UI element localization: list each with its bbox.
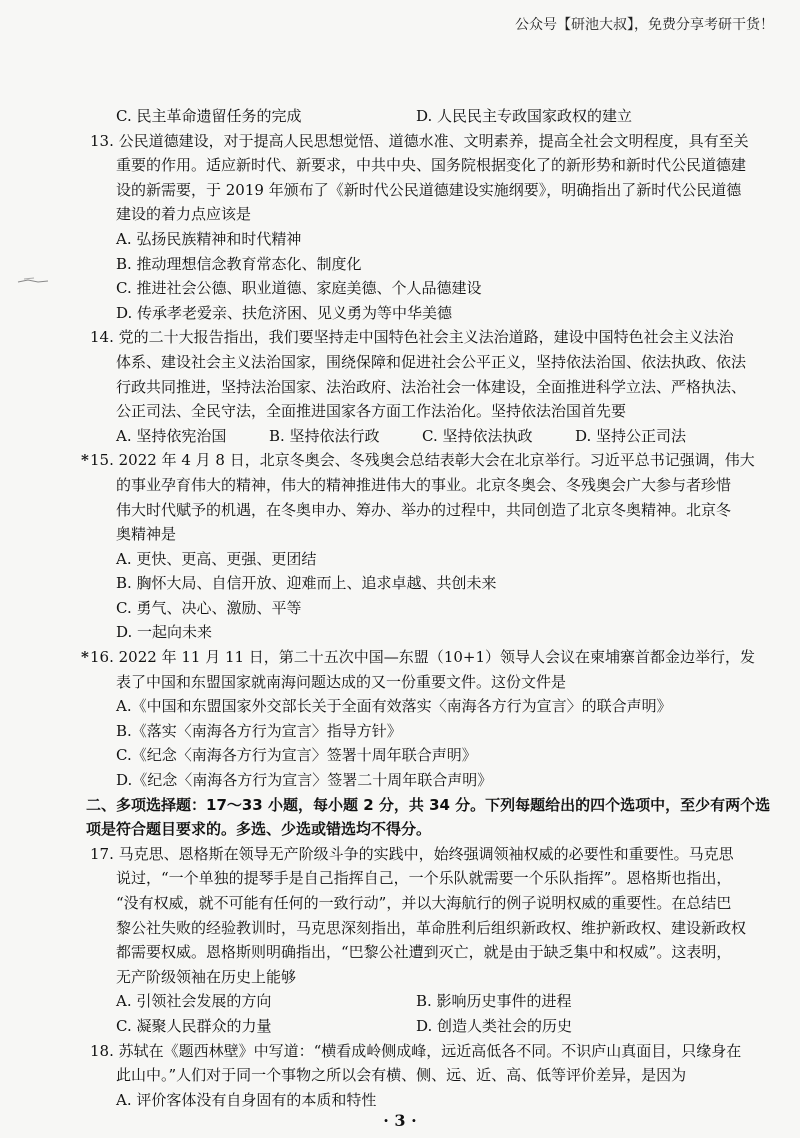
option-b: B. 坚持依法行政 [269,426,380,445]
option-c: C. 勇气、决心、激励、平等 [116,598,302,617]
option-d: D. 传承孝老爱亲、扶危济困、见义勇为等中华美德 [116,303,453,322]
question-12-options [90,104,780,129]
question-17-options-row [90,989,780,1014]
question-stem: 14. 党的二十大报告指出，我们要坚持走中国特色社会主义法治道路，建设中国特色社会主义法治 [90,328,734,347]
question-stem: 的事业孕育伟大的精神，伟大的精神推进伟大的事业。北京冬奥会、冬残奥会广大参与者珍惜 [116,475,732,494]
option-b: B.《落实〈南海各方行为宣言〉指导方针》 [116,721,402,740]
option-b: B. 影响历史事件的进程 [416,992,572,1011]
question-stem: 公正司法、全民守法，全面推进国家各方面工作法治化。坚持依法治国首先要 [116,402,627,421]
question-stem: 表了中国和东盟国家就南海问题达成的又一份重要文件。这份文件是 [116,672,567,691]
option-a: A. 引领社会发展的方向 [116,992,272,1011]
option-b: B. 推动理想信念教育常态化、制度化 [116,254,362,273]
option-a: A. 弘扬民族精神和时代精神 [116,229,302,248]
question-stem: 黎公社失败的经验教训时，马克思深刻指出，革命胜利后组织新政权、维护新政权、建设新政权 [116,918,747,937]
margin-ink-mark [16,276,50,286]
option-d: D.《纪念〈南海各方行为宣言〉签署二十周年联合声明》 [116,771,493,790]
question-15 [90,448,780,645]
question-stem: 建设的着力点应该是 [116,205,252,224]
option-c: C. 民主革命遗留任务的完成 [116,107,302,125]
question-stem: 设的新需要，于 2019 年颁布了《新时代公民道德建设实施纲要》，明确指出了新时代公民道德 [116,180,742,199]
question-17 [90,842,780,1039]
page-header: 公众号【研池大叔】，免费分享考研干货！ [515,17,774,33]
option-d: D. 一起向未来 [116,623,213,642]
question-13 [90,129,780,326]
question-stem: 此山中。”人们对于同一个事物之所以会有横、侧、远、近、高、低等评价差异，是因为 [116,1066,687,1085]
option-d: D. 创造人类社会的历史 [416,1016,573,1035]
question-stem: 体系、建设社会主义法治国家，围绕保障和促进社会公平正义，坚持依法治国、依法执政、依法 [116,352,747,371]
option-a: A. 坚持依宪治国 [116,426,227,445]
option-d: D. 坚持公正司法 [575,426,687,445]
question-14-options [90,424,780,449]
question-14 [90,325,780,448]
option-b: B. 胸怀大局、自信开放、迎难而上、追求卓越、共创未来 [116,574,497,593]
exam-content [86,104,780,1112]
question-16 [90,645,780,793]
question-stem: 行政共同推进，坚持法治国家、法治政府、法治社会一体建设，全面推进科学立法、严格执法、 [116,377,747,396]
option-a: A.《中国和东盟国家外交部长关于全面有效落实〈南海各方行为宣言〉的联合声明》 [116,697,672,716]
option-c: C. 坚持依法执政 [422,426,533,445]
page-number: · 3 · [383,1111,417,1130]
option-a: A. 更快、更高、更强、更团结 [116,549,317,568]
option-a: A. 评价客体没有自身固有的本质和特性 [116,1090,377,1109]
question-stem: 无产阶级领袖在历史上能够 [116,967,297,986]
section-heading-line: 项是符合题目要求的。多选、少选或错选均不得分。 [86,820,432,839]
question-stem: 13. 公民道德建设，对于提高人民思想觉悟、道德水准、文明素养，提高全社会文明程度，具有至关 [90,131,749,150]
question-stem: * 16. 2022 年 11 月 11 日，第二十五次中国—东盟（10+1）领导人会议在柬埔寨首都金边举行，发 [90,645,780,670]
question-stem: 18. 苏轼在《题西林壁》中写道：“横看成岭侧成峰，远近高低各不同。不识庐山真面目，只缘身在 [90,1041,742,1060]
question-17-options-row [90,1014,780,1039]
option-c: C. 凝聚人民群众的力量 [116,1016,272,1035]
question-18 [90,1039,780,1113]
option-c: C. 推进社会公德、职业道德、家庭美德、个人品德建设 [116,279,482,298]
option-d: D. 人民民主专政国家政权的建立 [416,107,633,125]
question-stem: 奥精神是 [116,525,177,544]
question-stem: 都需要权威。恩格斯则明确指出，“巴黎公社遭到灭亡，就是由于缺乏集中和权威”。这表明， [116,943,732,962]
question-stem: 17. 马克思、恩格斯在领导无产阶级斗争的实践中，始终强调领袖权威的必要性和重要性。马克思 [90,844,734,863]
question-stem: * 15. 2022 年 4 月 8 日，北京冬奥会、冬残奥会总结表彰大会在北京举行。习近平总书记强调，伟大 [90,448,780,473]
question-stem: 伟大时代赋予的机遇，在冬奥申办、筹办、举办的过程中，共同创造了北京冬奥精神。北京冬 [116,500,732,519]
question-stem: “没有权威，就不可能有任何的一致行动”，并以大海航行的例子说明权威的重要性。在总结巴 [116,894,732,912]
question-stem: 说过，“一个单独的提琴手是自己指挥自己，一个乐队就需要一个乐队指挥”。恩格斯也指出， [116,869,732,888]
section-heading-line: 二、多项选择题：17～33 小题，每小题 2 分，共 34 分。下列每题给出的四个选项中，至少有两个选 [86,795,771,814]
question-stem: 重要的作用。适应新时代、新要求，中共中央、国务院根据变化了的新形势和新时代公民道德建 [116,156,747,175]
section-heading [86,793,780,842]
option-c: C.《纪念〈南海各方行为宣言〉签署十周年联合声明》 [116,746,477,765]
